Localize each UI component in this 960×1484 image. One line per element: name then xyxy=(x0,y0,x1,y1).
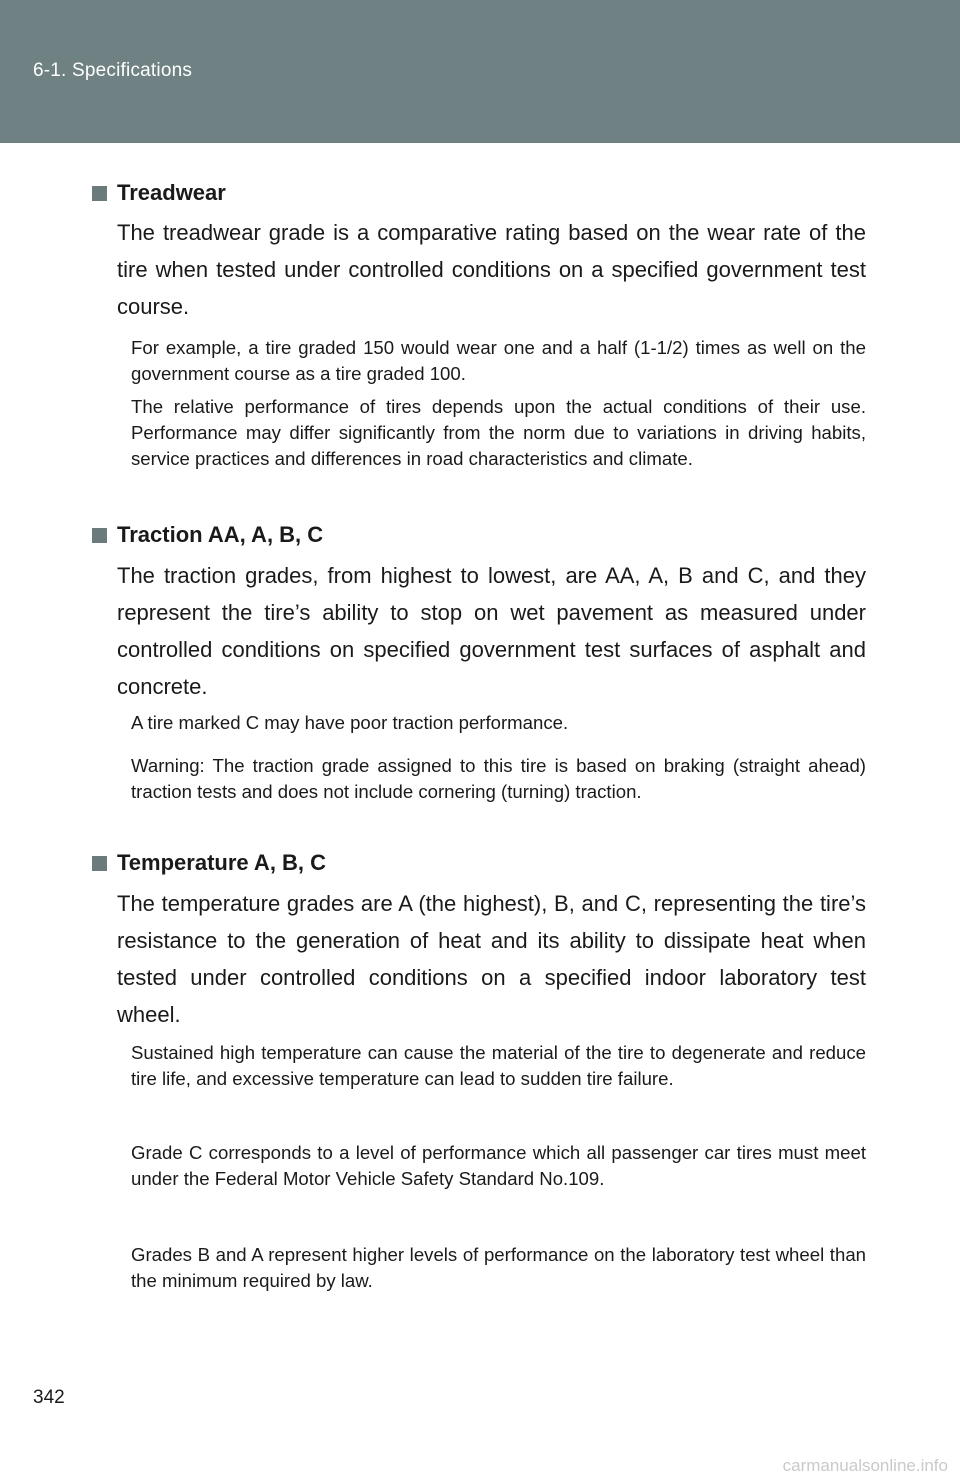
note-temperature-1: Sustained high temperature can cause the material of the tire to degenerate and reduce tire life, and excessive temperature can lead to sudden tire failure. xyxy=(131,1042,866,1089)
note-treadwear-2: The relative performance of tires depends upon the actual conditions of their use. Performance may differ significantly from the norm due to variations in driving habits, service practices and differences in road characteristics and climate. xyxy=(131,396,866,469)
note-traction-2: Warning: The traction grade assigned to this tire is based on braking (straight ahead) traction tests and does not include cornering (turning) traction. xyxy=(131,755,866,802)
heading-temperature xyxy=(92,850,326,876)
heading-label: Traction AA, A, B, C xyxy=(117,522,324,547)
heading-label: Temperature A, B, C xyxy=(117,850,327,875)
section-title: 6-1. Specifications xyxy=(33,60,193,81)
note-treadwear-1: For example, a tire graded 150 would wear one and a half (1-1/2) times as well on the government course as a tire graded 100. xyxy=(131,337,866,384)
note-temperature-2: Grade C corresponds to a level of performance which all passenger car tires must meet under the Federal Motor Vehicle Safety Standard No.109. xyxy=(131,1142,866,1189)
square-bullet-icon xyxy=(92,528,107,543)
heading-treadwear xyxy=(92,180,226,206)
page-number: 342 xyxy=(33,1387,65,1408)
paragraph-temperature: The temperature grades are A (the highest), B, and C, representing the tire’s resistance to the generation of heat and its ability to dissipate heat when tested under controlled conditions on a specified indoor laboratory test wheel. xyxy=(117,891,866,1027)
paragraph-traction: The traction grades, from highest to lowest, are AA, A, B and C, and they represent the tire’s ability to stop on wet pavement as measured under controlled conditions on specified government test surfaces of asphalt and concrete. xyxy=(117,563,866,699)
note-temperature-3: Grades B and A represent higher levels of performance on the laboratory test wheel than the minimum required by law. xyxy=(131,1244,866,1291)
square-bullet-icon xyxy=(92,856,107,871)
heading-traction xyxy=(92,522,323,548)
heading-label: Treadwear xyxy=(117,180,226,205)
note-traction-1: A tire marked C may have poor traction performance. xyxy=(131,712,569,733)
square-bullet-icon xyxy=(92,186,107,201)
watermark-text: carmanualsonline.info xyxy=(782,1456,948,1475)
paragraph-treadwear: The treadwear grade is a comparative rating based on the wear rate of the tire when tested under controlled conditions on a specified government test course. xyxy=(117,220,866,319)
